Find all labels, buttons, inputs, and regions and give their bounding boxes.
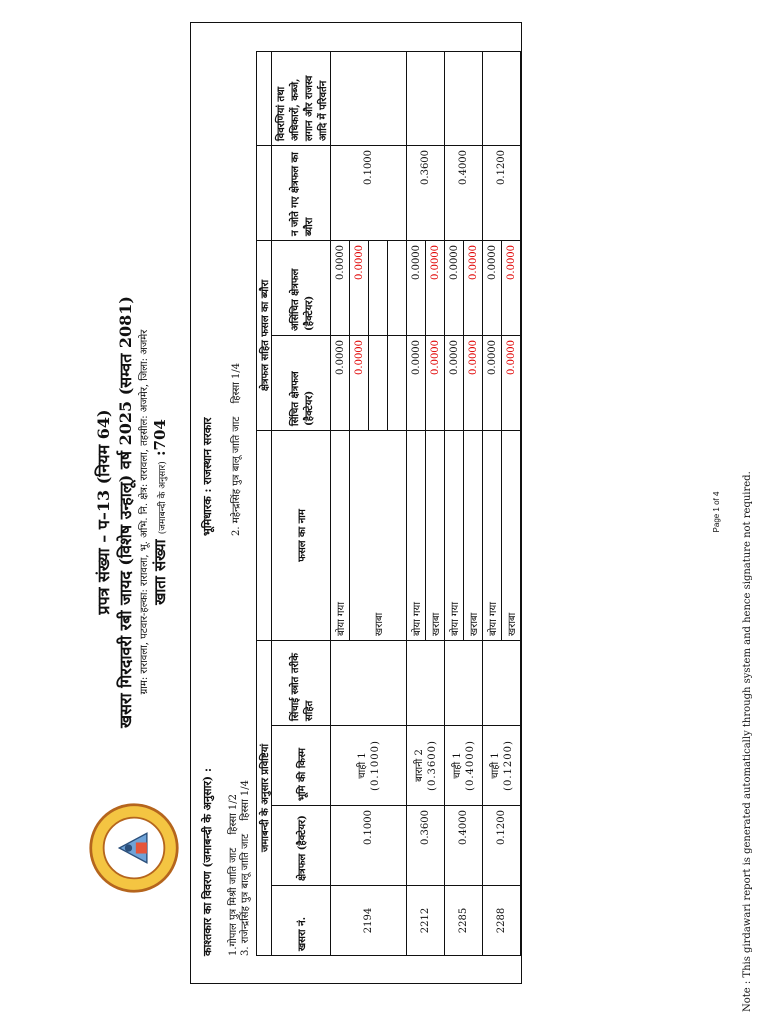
group-header-row	[257, 51, 272, 955]
col-not-sown: न जोते गए क्षेत्रफल का ब्यौरा	[272, 145, 331, 240]
table-row: 2288 0.1200 चाही 1 (0.1200) बोया गया 0.0000 0.0000 0.1200	[483, 51, 502, 955]
owner-list	[228, 780, 252, 956]
location-line: ग्राम: रारावला, पटवार-हल्का: रारावला, भू. अभि. नि. क्षेत्र: रारावला, तहसील: अजमेर, जिला: अजमेर	[139, 329, 150, 695]
girdawari-table: जमाबन्दी के अनुसार प्रविष्टियां क्षेत्रफल सहित फसल का ब्यौरा खसरा नं. क्षेत्रफल (हैक्टेयर) भूमि की किस्म सिंचाई स्त्रोत तरीके सहित फसल का नाम सिंचित क्षेत्रफल (हैक्टेयर) असिंचित क्षेत्रफल (हैक्टेयर) न जोते गए क्षेत्रफल का ब्यौरा विवरणियां तथा अधिकारों, कब्जे, लगान और राजस्व आदि में परिवर्तन 2194 0.1000 चाही 1 (0.1000) बोया गया 0.0000 0.0000 0.1000 खराबा 0.0000 0.0000 2212 0.3600 बारानी 2 (0.3600) बोया गया 0.0000 0.0000 0.3600 खराबा 0.0000 0.0000 2285 0.4000 चाही 1 (0.4000) बोया गया 0.0000 0.0000 0.4000 खराबा 0.0000 0.0000 2288 0.1200 चाही 1 (0.1200) बोया गया 0.0000 0.0000 0.1200 खराबा 0.0000 0.0000	[256, 51, 521, 956]
footer-note: Note : This girdawari report is generated automatically through system and hence signature not required.	[742, 471, 753, 1012]
col-crop-name: फसल का नाम	[272, 430, 331, 640]
column-header-row	[272, 51, 331, 955]
khata-note: (जमाबन्दी के अनुसार)	[158, 461, 168, 535]
owner-3: 3. राजेन्द्रसिंह पुत्र बालू जाति जाट हिस्सा 1/4	[240, 780, 251, 956]
report-title: खसरा गिरदावरी रबी जायद (विशेष उन्हालू) वर्ष 2025 (सम्वत 2081)	[116, 296, 135, 728]
col-area: क्षेत्रफल (हैक्टेयर)	[272, 806, 331, 886]
table-row: 2285 0.4000 चाही 1 (0.4000) बोया गया 0.0000 0.0000 0.4000	[445, 51, 464, 955]
owner-1: 1.गोपाल पुत्र मिश्री जाति जाट हिस्सा 1/2	[228, 793, 239, 956]
owner-2: 2. महेन्द्रसिंह पुत्र बालू जाति जाट हिस्सा 1/4	[231, 362, 242, 536]
col-unirrigated: असिंचित क्षेत्रफल (हैक्टेयर)	[272, 240, 331, 335]
owner-section-title: काश्तकार का विवरण (जमाबन्दी के अनुसार) :	[201, 767, 214, 956]
col-irrigation: सिंचाई स्त्रोत तरीके सहित	[272, 640, 331, 725]
group-right: क्षेत्रफल सहित फसल का ब्यौरा	[257, 240, 272, 430]
khata-line	[150, 0, 170, 1024]
khata-number: :704	[151, 419, 169, 457]
form-number: प्रपत्र संख्या – प–13 (नियम 64)	[94, 409, 113, 615]
col-land-type: भूमि की किस्म	[272, 726, 331, 806]
page-number: Page 1 of 4	[712, 491, 721, 533]
col-irrigated: सिंचित क्षेत्रफल (हैक्टेयर)	[272, 335, 331, 430]
table-row: 2212 0.3600 बारानी 2 (0.3600) बोया गया 0.0000 0.0000 0.3600	[407, 51, 426, 955]
col-khasra: खसरा नं.	[272, 886, 331, 956]
col-remarks: विवरणियां तथा अधिकारों, कब्जे, लगान और राजस्व आदि में परिवर्तन	[272, 51, 331, 145]
khata-label: खाता संख्या	[151, 539, 169, 605]
group-left: जमाबन्दी के अनुसार प्रविष्टियां	[257, 640, 272, 955]
table-row: 2194 0.1000 चाही 1 (0.1000) बोया गया 0.0000 0.0000 0.1000	[331, 51, 350, 955]
landholder: भूमिधारक : राजस्थान सरकार	[201, 417, 214, 536]
